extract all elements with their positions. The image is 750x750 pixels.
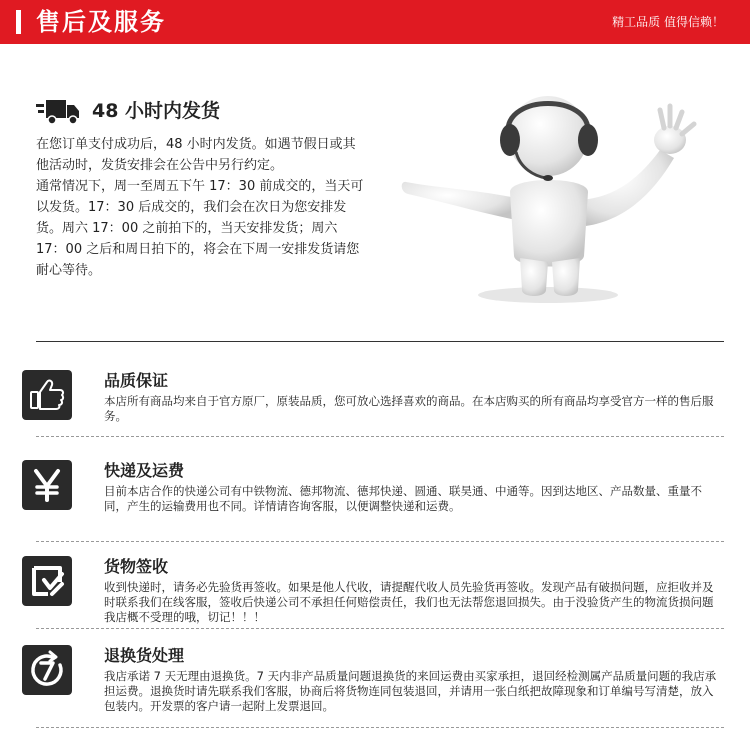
section-text: 本店所有商品均来自于官方原厂，原装品质，您可放心选择喜欢的商品。在本店购买的所有商品均享受官方一样的售后服务。	[104, 394, 714, 423]
header-banner	[0, 0, 750, 44]
section-text: 目前本店合作的快递公司有中铁物流、德邦物流、德邦快递、圆通、联昊通、中通等。因到达地区、产品数量、重量不同，产生的运输费用也不同。详情请咨询客服，以便调整快递和运费。	[104, 484, 702, 513]
section-title: 退换货处理	[104, 646, 185, 665]
seven-day-return-icon	[22, 645, 72, 695]
section-title: 品质保证	[104, 371, 169, 390]
section-divider	[36, 341, 724, 342]
section-text: 我店承诺 7 天无理由退换货。7 天内非产品质量问题退换货的来回运费由买家承担，退回经检测属产品质量问题的我店承担运费。退换货时请先联系我们客服，协商后将货物连同包装退回，并请用一张白纸把故障现象和订单编号写清楚，放入包装内。开发票的客户请一起附上发票退回。	[104, 669, 717, 713]
sign-receipt-icon	[22, 556, 72, 606]
dotted-divider	[36, 541, 724, 542]
section-text: 收到快递时，请务必先验货再签收。如果是他人代收，请提醒代收人员先验货再签收。发现产品有破损问题，应拒收并及时联系我们在线客服，签收后快递公司不承担任何赔偿责任，我们也无法帮您退回损失。由于没验货产生的物流货损问题我店概不受理的哦，切记！！！	[104, 580, 714, 624]
yen-icon	[22, 460, 72, 510]
section-title: 货物签收	[104, 557, 169, 576]
shipping-title: 48 小时内发货	[92, 100, 221, 122]
customer-service-figure	[398, 80, 708, 310]
dotted-divider	[36, 628, 724, 629]
header-slogan: 精工品质 值得信赖！	[612, 15, 724, 29]
page-title: 售后及服务	[36, 8, 166, 36]
truck-icon	[36, 98, 80, 126]
dotted-divider	[36, 436, 724, 437]
header-accent-bar	[16, 10, 21, 34]
section-title: 快递及运费	[104, 461, 185, 480]
shipping-text	[36, 134, 368, 281]
shipping-paragraph-2: 通常情况下，周一至周五下午 17：30 前成交的，当天可以发货。17：30 后成交的，我们会在次日为您安排发货。周六 17：00 之前拍下的，当天安排发货；周六 17：00 之后和周日拍下的，将会在下周一安排发货请您耐心等待。	[36, 179, 364, 278]
thumbs-up-icon	[22, 370, 72, 420]
dotted-divider	[36, 727, 724, 728]
shipping-paragraph-1: 在您订单支付成功后，48 小时内发货。如遇节假日或其他活动时，发货安排会在公告中另行约定。	[36, 137, 356, 173]
